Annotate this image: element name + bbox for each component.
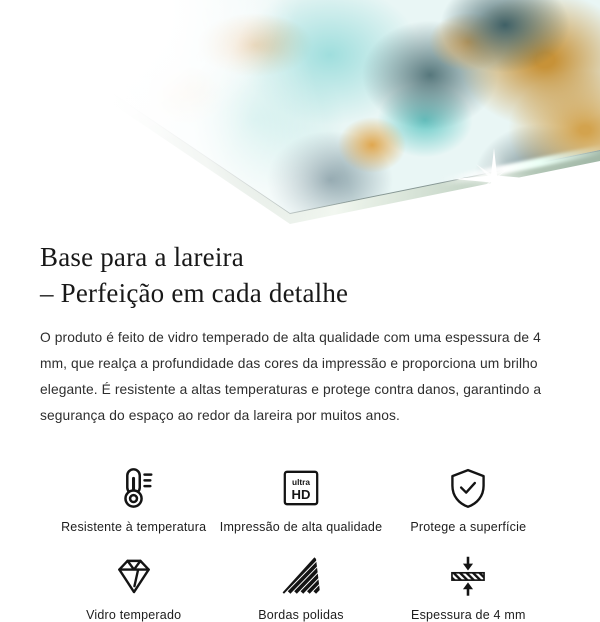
sparkle-highlight bbox=[452, 140, 544, 218]
feature-thickness bbox=[385, 553, 552, 622]
ultra-hd-icon-text-bottom: HD bbox=[291, 486, 311, 502]
diamond-icon bbox=[112, 553, 156, 599]
feature-label: Bordas polidas bbox=[258, 608, 344, 622]
page-title bbox=[40, 239, 562, 311]
ultra-hd-icon bbox=[280, 465, 322, 511]
feature-label: Espessura de 4 mm bbox=[411, 608, 526, 622]
feature-label: Resistente à temperatura bbox=[61, 520, 207, 534]
polished-edges-icon bbox=[279, 553, 323, 599]
feature-temperature bbox=[50, 465, 217, 534]
shield-check-icon bbox=[446, 465, 490, 511]
feature-label: Impressão de alta qualidade bbox=[219, 520, 383, 534]
feature-label: Protege a superfície bbox=[410, 520, 527, 534]
thickness-icon bbox=[446, 553, 490, 599]
page-title-line1: Base para a lareira bbox=[40, 242, 244, 272]
ultra-hd-icon-text-top: ultra bbox=[291, 476, 310, 487]
product-description-section bbox=[0, 239, 600, 622]
feature-polished-edges bbox=[217, 553, 384, 622]
page-title-line2: – Perfeição em cada detalhe bbox=[40, 278, 349, 308]
product-photo bbox=[0, 0, 600, 232]
thermometer-icon bbox=[111, 465, 157, 511]
product-description: O produto é feito de vidro temperado de alta qualidade com uma espessura de 4 mm, que realça a profundidade das cores da impressão e proporciona um brilho elegante. É resistente a altas temperaturas e protege contra danos, garantindo a segurança do espaço ao redor da lareira por muitos anos. bbox=[40, 330, 542, 423]
feature-label: Vidro temperado bbox=[86, 608, 182, 622]
feature-tempered-glass bbox=[50, 553, 217, 622]
feature-print-quality bbox=[217, 465, 384, 534]
feature-surface-protection bbox=[385, 465, 552, 534]
feature-grid bbox=[50, 465, 552, 622]
